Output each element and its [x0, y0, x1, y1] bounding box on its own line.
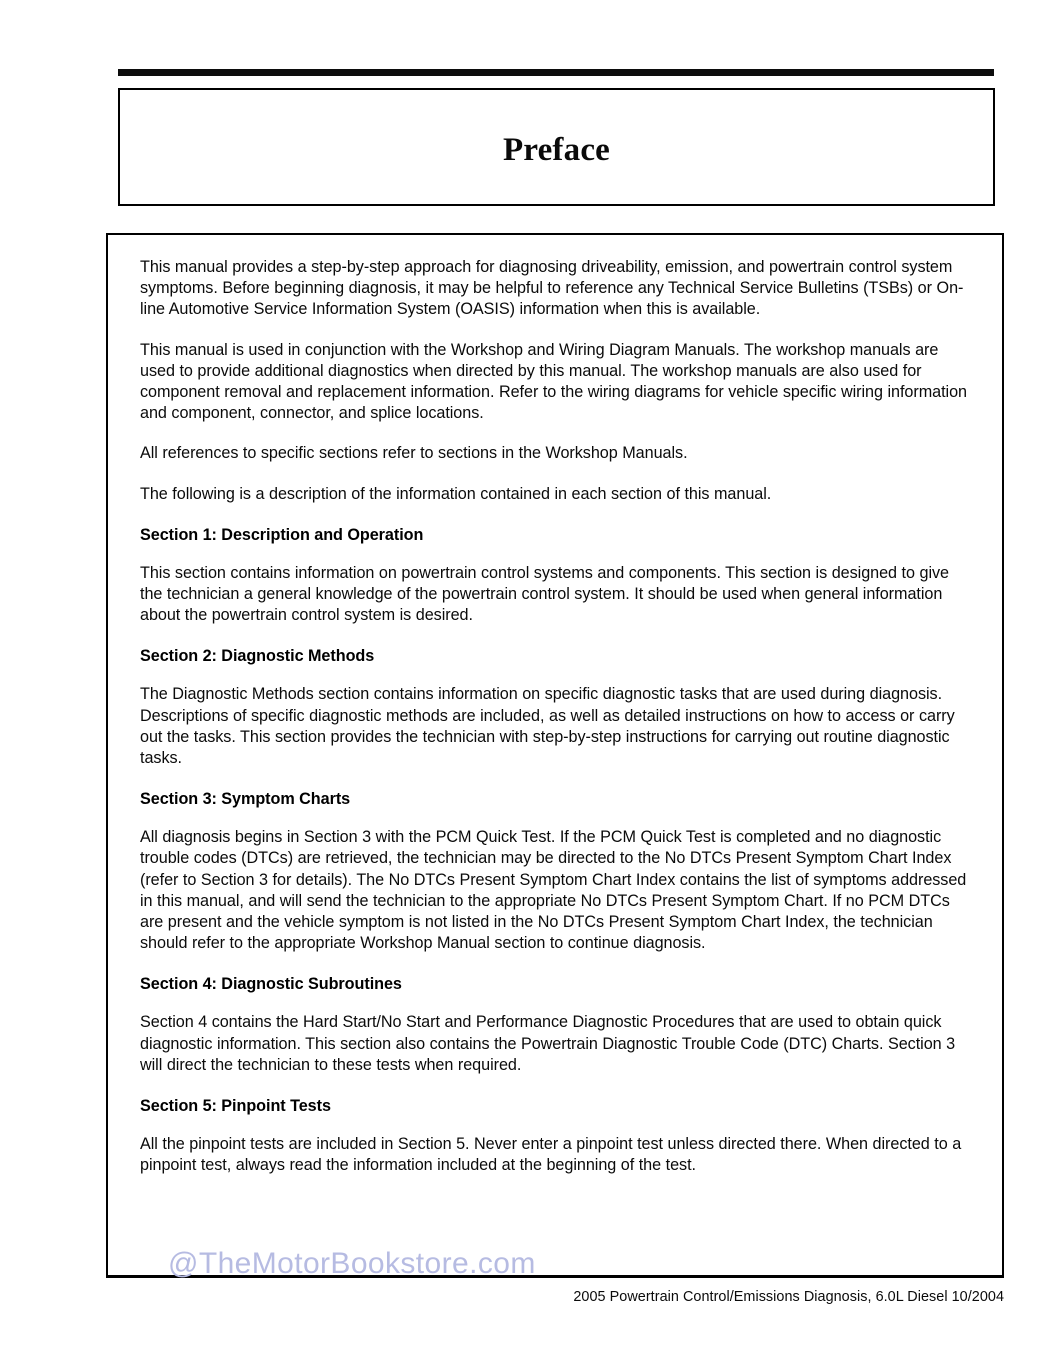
intro-paragraph-2: This manual is used in conjunction with the Workshop and Wiring Diagram Manuals. The workshop manuals are used to provide additional diagnostics when directed by this manual. The workshop manuals are also used for component removal and replacement information. Refer to the wiring diagrams for vehicle specific wiring information and component, connector, and splice locations.	[140, 340, 967, 423]
section-paragraph-5: All the pinpoint tests are included in Section 5. Never enter a pinpoint test unless directed there. When directed to a pinpoint test, always read the information included at the beginning of the test.	[140, 1135, 962, 1175]
section-heading-1: Section 1: Description and Operation	[140, 525, 424, 544]
section-heading-2: Section 2: Diagnostic Methods	[140, 647, 375, 666]
intro-paragraph-4: The following is a description of the information contained in each section of this manual.	[140, 484, 772, 503]
section-heading-3: Section 3: Symptom Charts	[140, 790, 351, 809]
section-paragraph-1: This section contains information on powertrain control systems and components. This section is designed to give the technician a general knowledge of the powertrain control system. It should be used when general information about the powertrain control system is desired.	[140, 563, 949, 625]
content-box	[106, 233, 1004, 1278]
section-paragraph-3: All diagnosis begins in Section 3 with the PCM Quick Test. If the PCM Quick Test is completed and no diagnostic trouble codes (DTCs) are retrieved, the technician may be directed to the No DTCs Present Symptom Chart Index (refer to Section 3 for details). The No DTCs Present Symptom Chart Index contains the list of symptoms addressed in this manual, and will send the technician to the appropriate No DTCs Present Symptom Chart. If no PCM DTCs are present and the vehicle symptom is not listed in the No DTCs Present Symptom Chart Index, the technician should refer to the appropriate Workshop Manual section to continue diagnosis.	[140, 828, 967, 953]
intro-paragraph-1: This manual provides a step-by-step approach for diagnosing driveability, emission, and powertrain control system symptoms. Before beginning diagnosis, it may be helpful to reference any Technical Service Bulletins (TSBs) or On-line Automotive Service Information System (OASIS) information when this is available.	[140, 258, 964, 319]
section-heading-4: Section 4: Diagnostic Subroutines	[140, 975, 402, 994]
section-paragraph-4: Section 4 contains the Hard Start/No Start and Performance Diagnostic Procedures that are used to obtain quick diagnostic information. This section also contains the Powertrain Diagnostic Trouble Code (DTC) Charts. Section 3 will direct the technician to these tests when required.	[140, 1013, 956, 1074]
content-body	[140, 257, 970, 1195]
page-footer: 2005 Powertrain Control/Emissions Diagnosis, 6.0L Diesel 10/2004	[573, 1289, 1004, 1305]
page-title: Preface	[502, 131, 611, 168]
page-title-box	[118, 88, 995, 206]
section-heading-5: Section 5: Pinpoint Tests	[140, 1097, 331, 1116]
header-rule	[118, 69, 994, 76]
intro-paragraph-3: All references to specific sections refer to sections in the Workshop Manuals.	[140, 444, 688, 463]
section-paragraph-2: The Diagnostic Methods section contains information on specific diagnostic tasks that are used during diagnosis. Descriptions of specific diagnostic methods are included, as well as detailed instructions on how to access or carry out the tasks. This section provides the technician with step-by-step instructions for carrying out routine diagnostic tasks.	[140, 685, 955, 768]
watermark: @TheMotorBookstore.com	[168, 1247, 536, 1280]
